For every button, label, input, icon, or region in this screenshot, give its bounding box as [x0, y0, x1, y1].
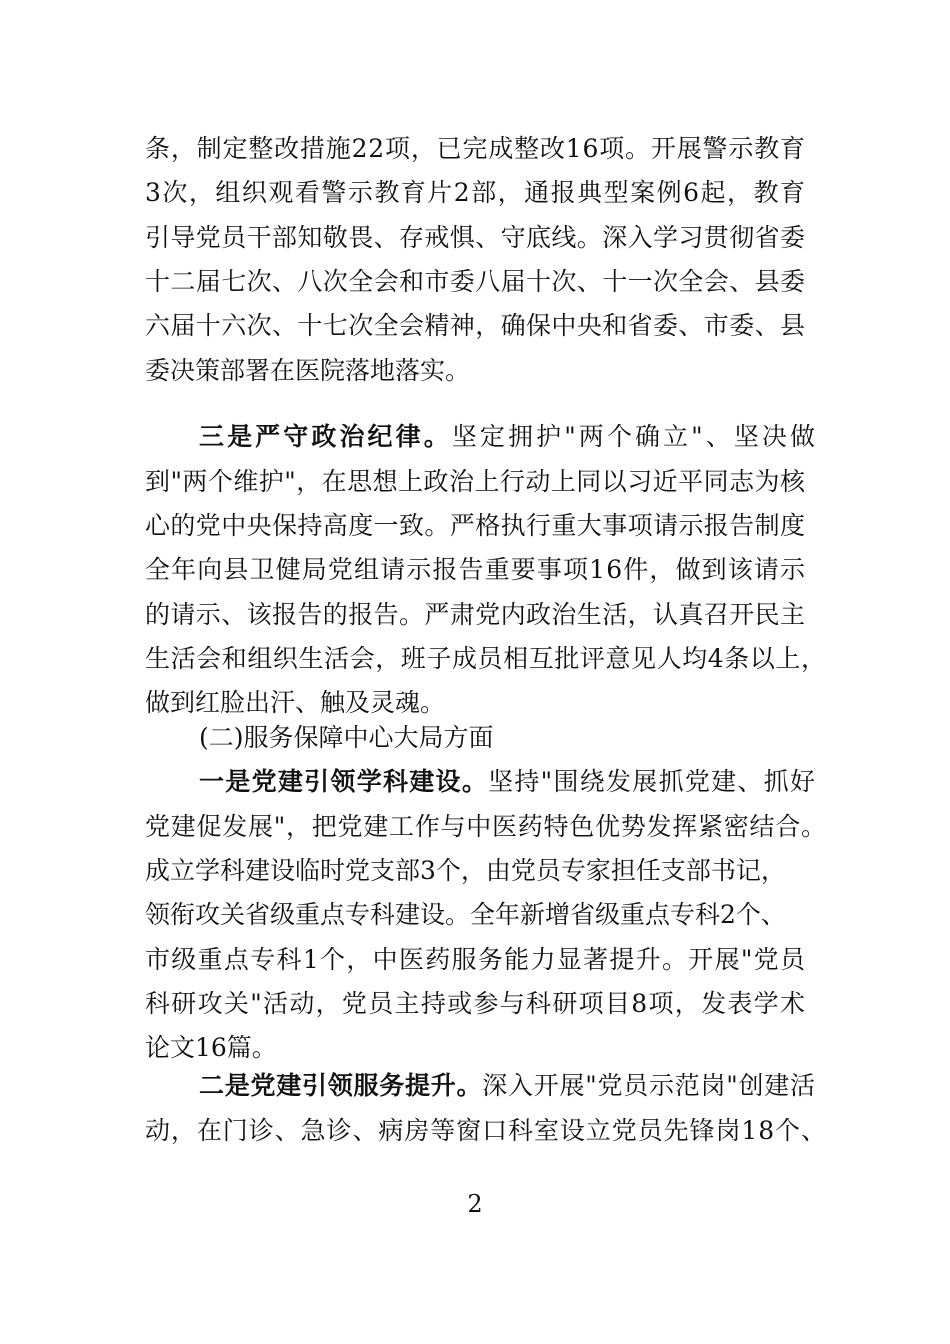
- line-content: [145, 216, 805, 260]
- line-text: 的请示、该报告的报告。严肃党内政治生活，认真召开民主: [145, 600, 806, 629]
- line-text: 坚持"围绕发展抓党建、抓好: [488, 767, 817, 796]
- line-content: [145, 171, 806, 215]
- line-content: [145, 548, 806, 592]
- line-text: 六届十六次、十七次全会精神，确保中央和省委、市委、县: [145, 311, 806, 340]
- line-content: [145, 504, 805, 548]
- text-line: [0, 938, 950, 982]
- text-line: [0, 893, 950, 937]
- line-text: 条，制定整改措施22项，已完成整改16项。开展警示教育: [145, 134, 806, 163]
- line-content: [145, 1109, 827, 1153]
- text-line: [0, 982, 950, 1026]
- line-content: [199, 1064, 816, 1108]
- text-line: [0, 171, 950, 215]
- line-text: 到"两个维护"，在思想上政治上行动上同以习近平同志为核: [145, 467, 806, 496]
- line-text: 科研攻关"活动，党员主持或参与科研项目8项，发表学术: [145, 989, 807, 1018]
- line-content: [145, 349, 470, 393]
- line-text: 深入开展"党员示范岗"创建活: [482, 1071, 816, 1100]
- line-content: [145, 127, 806, 171]
- line-content: [145, 593, 805, 637]
- text-line: [0, 349, 950, 393]
- line-text: 委决策部署在医院落地落实。: [145, 356, 471, 385]
- bold-lead: 三是严守政治纪律。: [199, 422, 452, 451]
- line-text: 做到红脸出汗、触及灵魂。: [145, 688, 446, 717]
- line-text: 3次，组织观看警示教育片2部，通报典型案例6起，教育: [145, 178, 807, 207]
- text-line: [0, 415, 950, 459]
- line-text: 领衔攻关省级重点专科建设。全年新增省级重点专科2个、: [145, 900, 786, 929]
- text-line: [0, 849, 950, 893]
- text-line: [0, 593, 950, 637]
- line-text: 心的党中央保持高度一致。严格执行重大事项请示报告制度: [145, 511, 806, 540]
- text-line: [0, 260, 950, 304]
- page-number: 2: [467, 1190, 483, 1218]
- line-content: [145, 460, 805, 504]
- line-text: 引导党员干部知敬畏、存戒惧、守底线。深入学习贯彻省委: [145, 223, 806, 252]
- text-line: [0, 805, 950, 849]
- line-content: [145, 893, 786, 937]
- text-line: [0, 760, 950, 804]
- text-line: [0, 637, 950, 681]
- line-content: [199, 716, 494, 760]
- line-content: [145, 938, 806, 982]
- line-content: [199, 760, 816, 804]
- text-line: [0, 504, 950, 548]
- line-text: 成立学科建设临时党支部3个，由党员专家担任支部书记，: [145, 856, 786, 885]
- line-content: [145, 805, 827, 849]
- text-line: [0, 460, 950, 504]
- line-text: 坚定拥护"两个确立"、坚决做: [451, 422, 819, 451]
- line-content: [145, 849, 786, 893]
- text-line: [0, 1109, 950, 1153]
- text-line: [0, 548, 950, 592]
- line-content: [145, 637, 827, 681]
- line-text: (二)服务保障中心大局方面: [199, 723, 494, 752]
- line-content: [145, 982, 806, 1026]
- text-line: [0, 304, 950, 348]
- line-text: 市级重点专科1个，中医药服务能力显著提升。开展"党员: [145, 945, 807, 974]
- line-text: 论文16篇。: [145, 1033, 277, 1062]
- line-content: [145, 304, 805, 348]
- line-text: 生活会和组织生活会，班子成员相互批评意见人均4条以上，: [145, 644, 827, 673]
- text-line: [0, 1064, 950, 1108]
- line-content: [199, 415, 818, 459]
- line-content: [145, 260, 805, 304]
- line-text: 党建促发展"，把党建工作与中医药特色优势发挥紧密结合。: [145, 812, 827, 841]
- line-text: 全年向县卫健局党组请示报告重要事项16件，做到该请示: [145, 555, 807, 584]
- text-line: [0, 127, 950, 171]
- text-line: [0, 216, 950, 260]
- bold-lead: 二是党建引领服务提升。: [199, 1071, 483, 1100]
- line-text: 十二届七次、八次全会和市委八届十次、十一次全会、县委: [145, 267, 806, 296]
- line-text: 动，在门诊、急诊、病房等窗口科室设立党员先锋岗18个、: [145, 1116, 827, 1145]
- bold-lead: 一是党建引领学科建设。: [199, 767, 489, 796]
- text-line: [0, 716, 950, 760]
